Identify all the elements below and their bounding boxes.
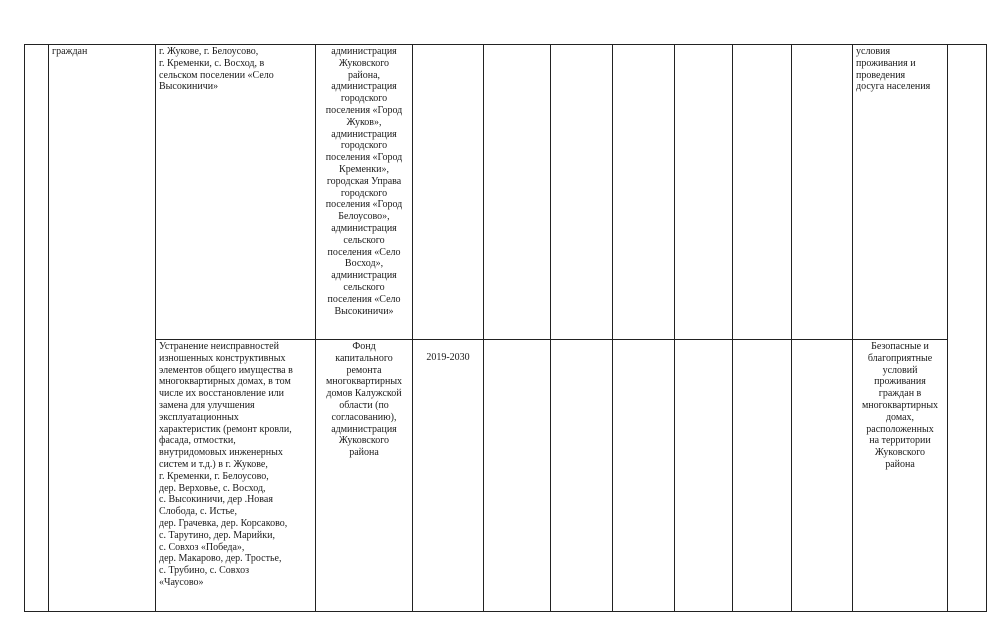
table-cell-goal: граждан bbox=[49, 45, 156, 612]
table-row bbox=[25, 45, 987, 340]
table-cell-executor: Фонд капитального ремонта многоквартирных домов Калужской области (по согласованию), администрация Жуковского района bbox=[316, 340, 413, 612]
table-cell-number bbox=[25, 45, 49, 612]
table-cell-empty bbox=[675, 45, 733, 340]
program-table bbox=[24, 44, 987, 612]
table-row bbox=[25, 340, 987, 612]
table-cell-period bbox=[413, 45, 484, 340]
table-cell-measure: г. Жукове, г. Белоусово, г. Кременки, с. Восход, в сельском поселении «Село Высокиничи» bbox=[156, 45, 316, 340]
table-cell-empty bbox=[551, 340, 613, 612]
table-cell-empty bbox=[613, 340, 675, 612]
table-cell-empty bbox=[551, 45, 613, 340]
table-cell-empty bbox=[675, 340, 733, 612]
table-cell-empty bbox=[733, 45, 792, 340]
table-cell-empty bbox=[792, 340, 853, 612]
table-cell-empty bbox=[733, 340, 792, 612]
table-cell-empty bbox=[792, 45, 853, 340]
table-cell-empty bbox=[948, 45, 987, 612]
table-cell-empty bbox=[613, 45, 675, 340]
table-cell-executor: администрация Жуковского района, администрация городского поселения «Город Жуков», администрация городского поселения «Город Кременки», городская Управа городского поселения «Город Белоусово», администрация сельского поселения «Село Восход», администрация сельского поселения «Село Высокиничи» bbox=[316, 45, 413, 340]
table-cell-result: Безопасные и благоприятные условий проживания граждан в многоквартирных домах, расположенных на территории Жуковского района bbox=[853, 340, 948, 612]
table-cell-empty bbox=[484, 45, 551, 340]
table-cell-measure: Устранение неисправностей изношенных конструктивных элементов общего имущества в многоквартирных домах, в том числе их восстановление или замена для улучшения эксплуатационных характеристик (ремонт кровли, фасада, отмостки, внутридомовых инженерных систем и т.д.) в г. Жукове, г. Кременки, г. Белоусово, дер. Верховье, с. Восход, с. Высокиничи, дер .Новая Слобода, с. Истье, дер. Грачевка, дер. Корсаково, с. Тарутино, дер. Марийки, с. Совхоз «Победа», дер. Макарово, дер. Тростье, с. Трубино, с. Совхоз «Чаусово» bbox=[156, 340, 316, 612]
table-cell-period: 2019-2030 bbox=[413, 340, 484, 612]
table-cell-result: условия проживания и проведения досуга населения bbox=[853, 45, 948, 340]
table-cell-empty bbox=[484, 340, 551, 612]
